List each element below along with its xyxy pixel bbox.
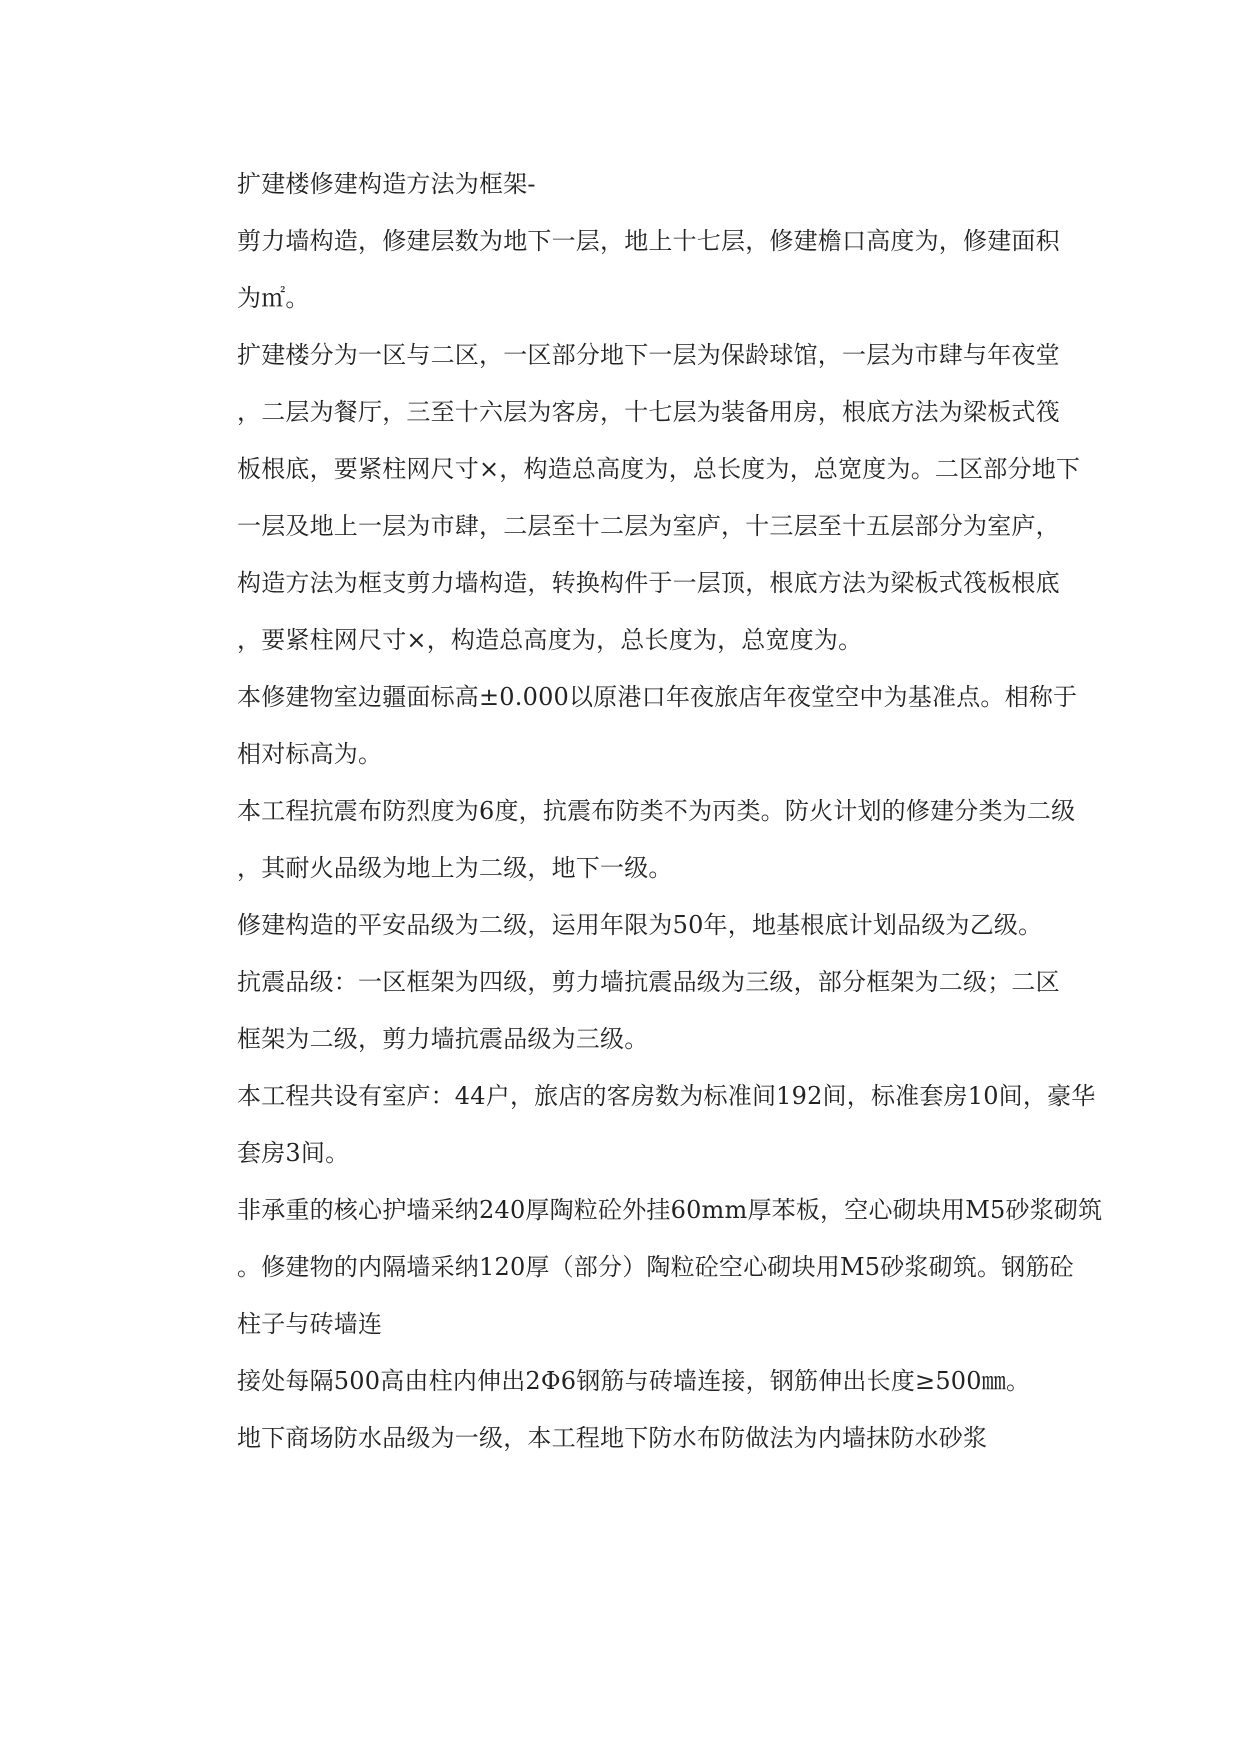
- text-line-4: 扩建楼分为一区与二区，一区部分地下一层为保龄球馆，一层为市肆与年夜堂: [237, 341, 1060, 369]
- text-line-18: 套房3间。: [237, 1139, 350, 1167]
- text-line-8: 构造方法为框支剪力墙构造，转换构件于一层顶，根底方法为梁板式筏板根底: [237, 569, 1060, 597]
- text-line-15: 抗震品级：一区框架为四级，剪力墙抗震品级为三级，部分框架为二级；二区: [237, 968, 1060, 996]
- text-line-7: 一层及地上一层为市肆，二层至十二层为室庐，十三层至十五层部分为室庐，: [237, 512, 1060, 540]
- text-line-13: ，其耐火品级为地上为二级，地下一级。: [237, 854, 673, 882]
- text-line-23: 地下商场防水品级为一级，本工程地下防水布防做法为内墙抹防水砂浆: [237, 1424, 988, 1452]
- text-line-20: 。修建物的内隔墙采纳120厚（部分）陶粒砼空心砌块用M5砂浆砌筑。钢筋砼: [237, 1253, 1074, 1281]
- text-line-10: 本修建物室边疆面标高±0.000以原港口年夜旅店年夜堂空中为基准点。相称于: [237, 683, 1078, 711]
- text-line-9: ，要紧柱网尺寸×，构造总高度为，总长度为，总宽度为。: [237, 626, 863, 654]
- text-line-14: 修建构造的平安品级为二级，运用年限为50年，地基根底计划品级为乙级。: [237, 911, 1043, 939]
- text-line-5: ，二层为餐厅，三至十六层为客房，十七层为装备用房，根底方法为梁板式筏: [237, 398, 1060, 426]
- text-line-1: 扩建楼修建构造方法为框架-: [237, 170, 536, 198]
- text-line-12: 本工程抗震布防烈度为6度，抗震布防类不为丙类。防火计划的修建分类为二级: [237, 797, 1076, 825]
- text-line-19: 非承重的核心护墙采纳240厚陶粒砼外挂60mm厚苯板，空心砌块用M5砂浆砌筑: [237, 1196, 1103, 1224]
- text-line-3: 为㎡。: [237, 284, 310, 312]
- text-line-16: 框架为二级，剪力墙抗震品级为三级。: [237, 1025, 649, 1053]
- text-line-17: 本工程共设有室庐：44户，旅店的客房数为标准间192间，标准套房10间，豪华: [237, 1082, 1096, 1110]
- text-line-21: 柱子与砖墙连: [237, 1310, 383, 1338]
- text-line-11: 相对标高为。: [237, 740, 383, 768]
- text-line-6: 板根底，要紧柱网尺寸×，构造总高度为，总长度为，总宽度为。二区部分地下: [237, 455, 1081, 483]
- document-body: [237, 156, 1103, 1467]
- text-line-2: 剪力墙构造，修建层数为地下一层，地上十七层，修建檐口高度为，修建面积: [237, 227, 1060, 255]
- text-line-22: 接处每隔500高由柱内伸出2Φ6钢筋与砖墙连接，钢筋伸出长度≥500㎜。: [237, 1367, 1031, 1395]
